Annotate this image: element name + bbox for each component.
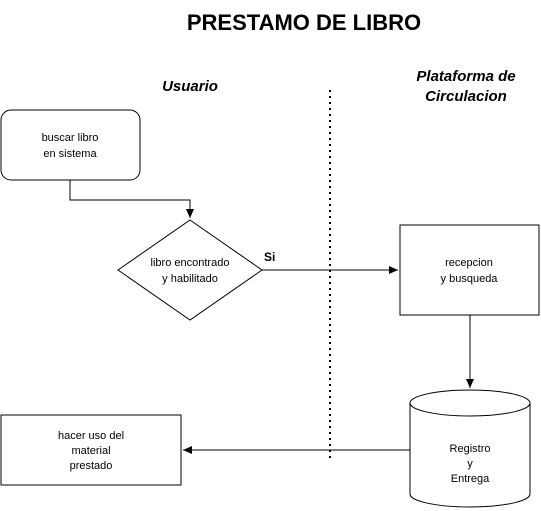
lane-label-usuario: Usuario [162,78,218,95]
node-recepcion-shape [400,225,539,315]
node-registro-top [410,390,530,416]
node-buscar-libro-line1: buscar libro [41,132,99,144]
diagram-title: PRESTAMO DE LIBRO [186,10,422,35]
edge-label-si: Si [264,250,276,264]
edge-buscar-to-decision [70,180,190,218]
node-registro-line1: Registro [449,443,491,455]
lane-label-plataforma-line2: Circulacion [425,88,507,105]
node-buscar-libro-shape [1,110,140,180]
node-decision-shape [118,220,262,320]
node-decision-line2: y habilitado [162,273,218,285]
node-recepcion-line2: y busqueda [440,273,498,285]
node-hacer-uso[interactable] [1,415,181,485]
node-registro-entrega[interactable] [410,390,530,507]
node-buscar-libro[interactable] [1,110,140,180]
node-registro-body [410,403,530,507]
node-hacer-uso-line3: prestado [69,460,113,472]
node-hacer-uso-line1: hacer uso del [57,430,125,442]
node-recepcion-busqueda[interactable] [400,225,539,315]
node-recepcion-line1: recepcion [445,257,493,269]
node-registro-line2: y [467,458,473,470]
node-decision-line1: libro encontrado [150,257,230,269]
lane-label-plataforma-line1: Plataforma de [416,68,516,85]
node-registro-line3: Entrega [450,473,490,485]
node-buscar-libro-line2: en sistema [43,148,97,160]
node-hacer-uso-line2: material [71,445,111,457]
node-decision-libro-encontrado[interactable] [118,220,262,320]
